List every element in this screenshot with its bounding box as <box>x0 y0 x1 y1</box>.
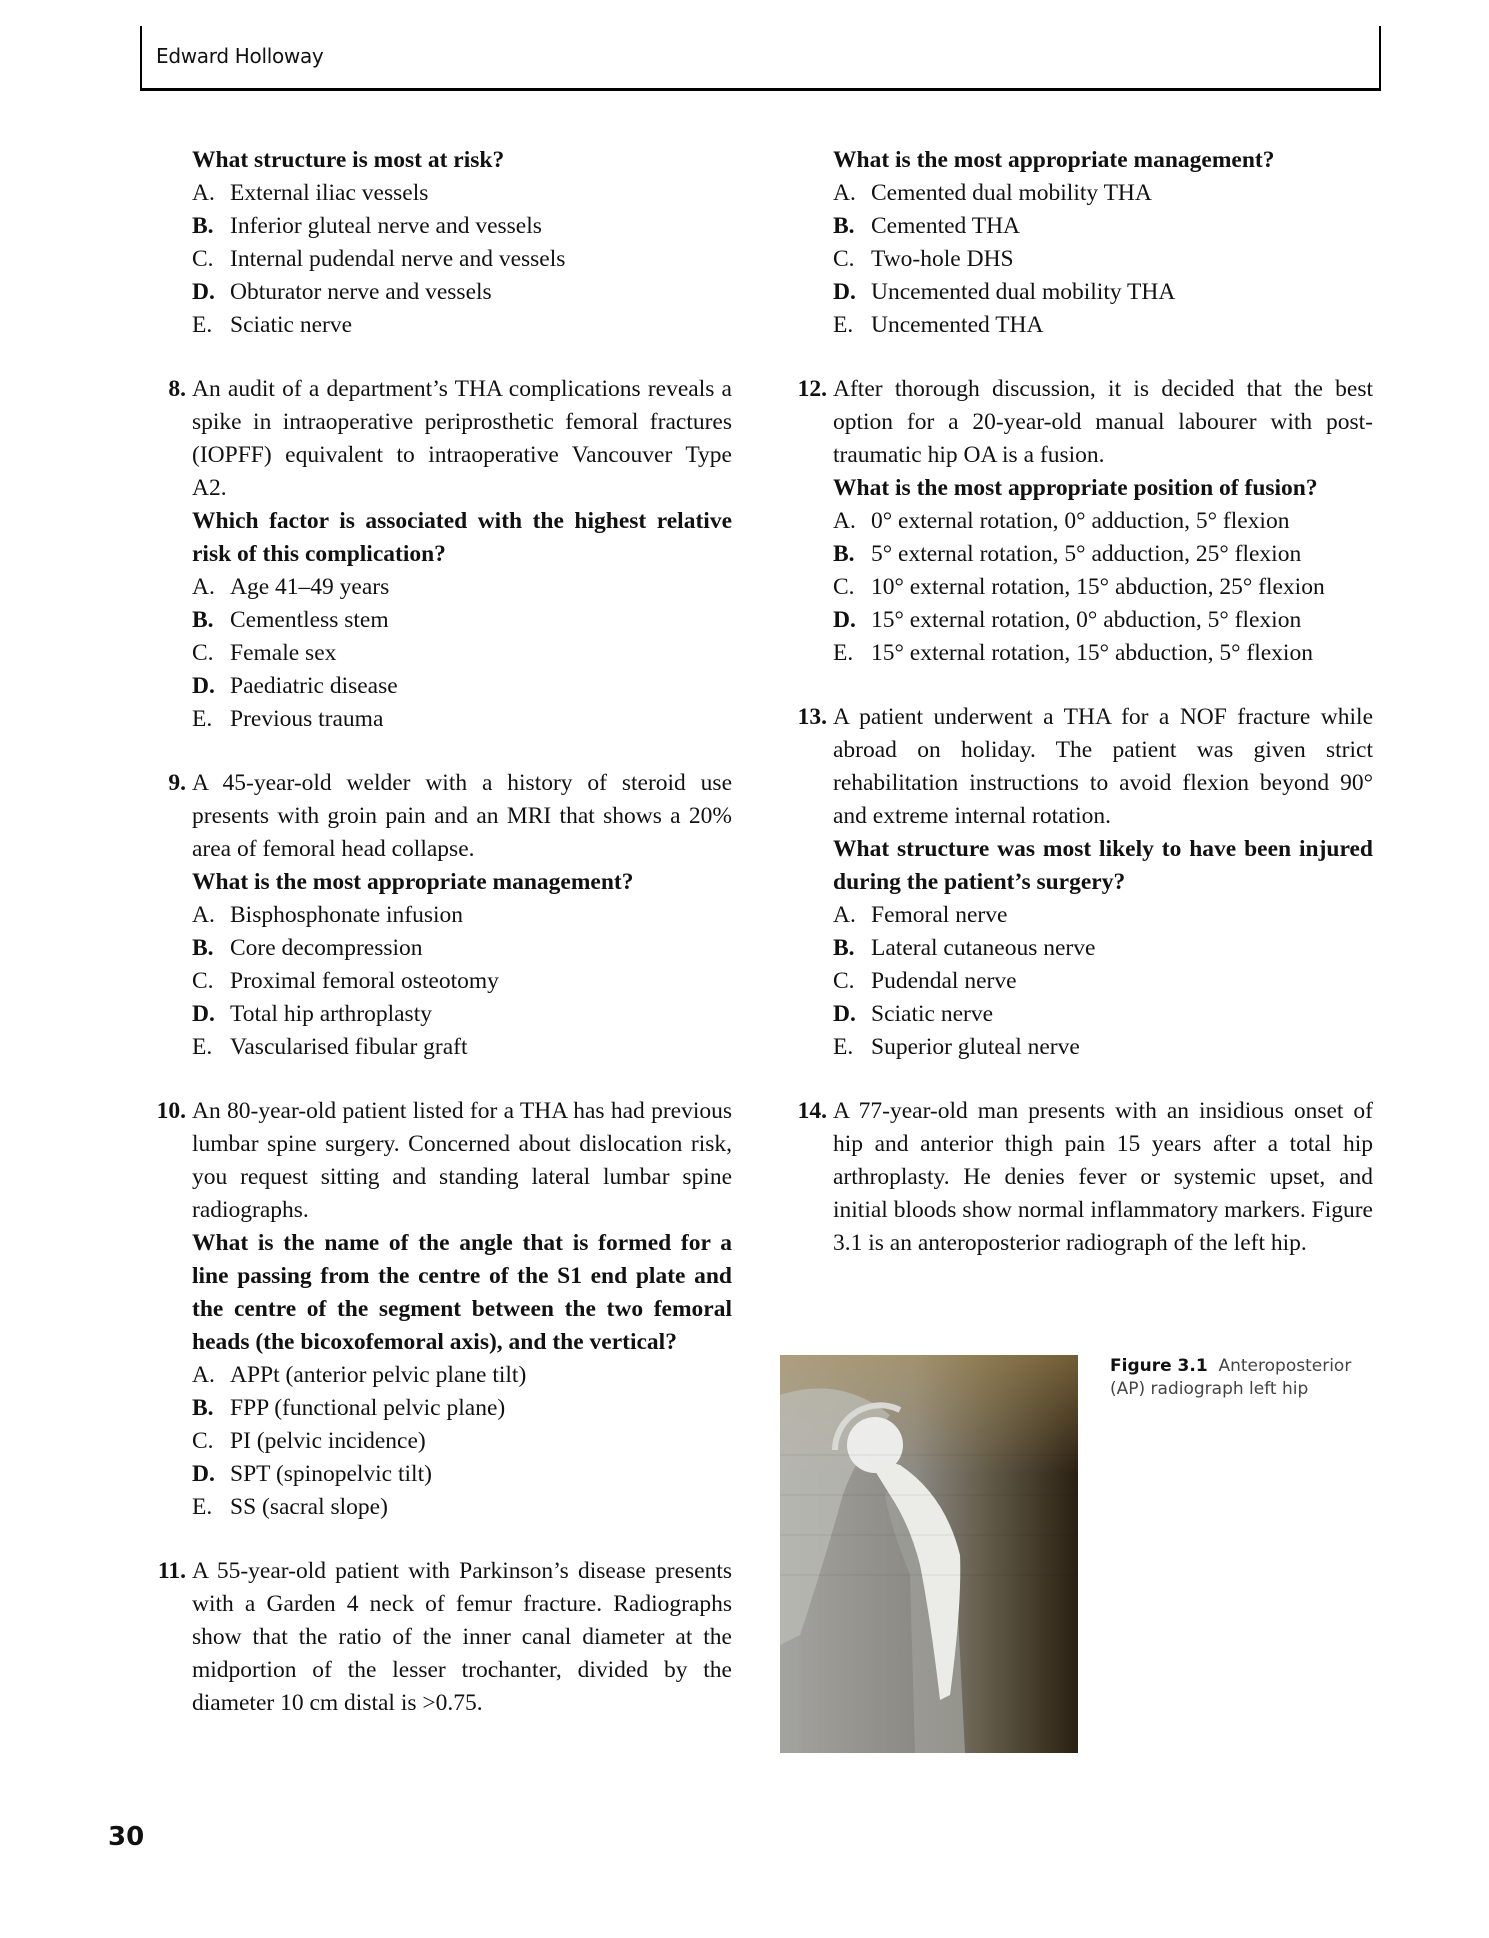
answer-option-a[interactable]: A. Cemented dual mobility THA <box>833 180 1152 206</box>
answer-option-d[interactable]: D. Obturator nerve and vessels <box>192 279 492 305</box>
answer-option-c[interactable]: C. Proximal femoral osteotomy <box>192 968 499 994</box>
answer-option-c[interactable]: C. Two-hole DHS <box>833 246 1014 272</box>
xray-hip-illustration <box>780 1355 1078 1753</box>
answer-option-d[interactable]: D. SPT (spinopelvic tilt) <box>192 1461 432 1487</box>
answer-option-d[interactable]: D. 15° external rotation, 0° abduction, 5° flexion <box>833 607 1302 633</box>
question-prompt: What structure was most likely to have been injured during the patient’s surgery? <box>833 836 1373 895</box>
answer-option-e[interactable]: E. 15° external rotation, 15° abduction, 5° flexion <box>833 640 1313 666</box>
page-number: 30 <box>108 1822 145 1852</box>
left-column <box>156 144 732 1751</box>
answer-option-e[interactable]: E. SS (sacral slope) <box>192 1494 388 1520</box>
answer-option-b[interactable]: B. Cemented THA <box>833 213 1021 239</box>
answer-option-c[interactable]: C. Pudendal nerve <box>833 968 1017 994</box>
question-stem: An 80-year-old patient listed for a THA has had previous lumbar spine surgery. Concerned about dislocation risk, you request sitting and standing lateral lumbar spine radiographs. <box>192 1098 732 1223</box>
figure-caption <box>1110 1355 1380 1401</box>
question-prompt: Which factor is associated with the highest relative risk of this complication? <box>192 508 732 567</box>
answer-option-b[interactable]: B. Lateral cutaneous nerve <box>833 935 1096 961</box>
answer-option-b[interactable]: B. FPP (functional pelvic plane) <box>192 1395 506 1421</box>
answer-option-e[interactable]: E. Previous trauma <box>192 706 384 732</box>
question-11 <box>157 1555 732 1720</box>
right-column <box>797 144 1373 1291</box>
answer-option-d[interactable]: D. Paediatric disease <box>192 673 398 699</box>
answer-option-b[interactable]: B. 5° external rotation, 5° adduction, 25° flexion <box>833 541 1302 567</box>
answer-option-d[interactable]: D. Uncemented dual mobility THA <box>833 279 1176 305</box>
question-number: 12. <box>797 376 827 402</box>
answer-option-b[interactable]: B. Inferior gluteal nerve and vessels <box>192 213 542 239</box>
question-prompt: What structure is most at risk? <box>192 147 505 173</box>
question-stem: A 55-year-old patient with Parkinson’s disease presents with a Garden 4 neck of femur fracture. Radiographs show that the ratio of the inner canal diameter at the midportion of the lesser trochanter, divided by the diameter 10 cm distal is >0.75. <box>192 1558 732 1716</box>
answer-option-a[interactable]: A. APPt (anterior pelvic plane tilt) <box>192 1362 527 1388</box>
question-13 <box>797 701 1373 1064</box>
figure-caption-text: Anteroposterior (AP) radiograph left hip <box>1110 1356 1352 1399</box>
answer-option-b[interactable]: B. Cementless stem <box>192 607 389 633</box>
question-prompt: What is the most appropriate position of fusion? <box>833 475 1318 501</box>
question-prompt: What is the most appropriate management? <box>833 147 1275 173</box>
question-9 <box>168 767 732 1064</box>
question-12 <box>797 373 1373 670</box>
question-prompt: What is the most appropriate management? <box>192 869 634 895</box>
answer-option-c[interactable]: C. PI (pelvic incidence) <box>192 1428 426 1454</box>
question-7-continued <box>192 144 732 342</box>
answer-option-c[interactable]: C. Female sex <box>192 640 337 666</box>
question-stem: After thorough discussion, it is decided that the best option for a 20-year-old manual labourer with post-traumatic hip OA is a fusion. <box>833 376 1373 468</box>
answer-option-d[interactable]: D. Total hip arthroplasty <box>192 1001 432 1027</box>
answer-option-c[interactable]: C. 10° external rotation, 15° abduction, 25° flexion <box>833 574 1325 600</box>
answer-option-a[interactable]: A. Bisphosphonate infusion <box>192 902 464 928</box>
figure-3-1 <box>780 1355 1380 1755</box>
question-number: 13. <box>797 704 827 730</box>
answer-option-a[interactable]: A. Age 41–49 years <box>192 574 390 600</box>
answer-option-e[interactable]: E. Vascularised fibular graft <box>192 1034 468 1060</box>
question-number: 8. <box>168 376 186 402</box>
question-10 <box>156 1095 732 1524</box>
question-prompt: What is the name of the angle that is formed for a line passing from the centre of the S1 end plate and the centre of the segment between the two femoral heads (the bicoxofemoral axis), and the vertical? <box>192 1230 732 1355</box>
header-author: Edward Holloway <box>156 44 324 68</box>
xray-hip-image <box>780 1355 1078 1753</box>
question-stem: A 77-year-old man presents with an insidious onset of hip and anterior thigh pain 15 years after a total hip arthroplasty. He denies fever or systemic upset, and initial bloods show normal inflammatory markers. Figure 3.1 is an anteroposterior radiograph of the left hip. <box>833 1098 1373 1256</box>
question-11-continued <box>833 144 1373 342</box>
question-number: 9. <box>168 770 186 796</box>
answer-option-b[interactable]: B. Core decompression <box>192 935 423 961</box>
answer-option-e[interactable]: E. Sciatic nerve <box>192 312 353 338</box>
answer-option-e[interactable]: E. Superior gluteal nerve <box>833 1034 1080 1060</box>
question-number: 14. <box>797 1098 827 1124</box>
answer-option-c[interactable]: C. Internal pudendal nerve and vessels <box>192 246 566 272</box>
answer-option-a[interactable]: A. External iliac vessels <box>192 180 429 206</box>
answer-option-e[interactable]: E. Uncemented THA <box>833 312 1044 338</box>
answer-option-d[interactable]: D. Sciatic nerve <box>833 1001 994 1027</box>
question-stem: A 45-year-old welder with a history of steroid use presents with groin pain and an MRI that shows a 20% area of femoral head collapse. <box>192 770 732 862</box>
figure-label: Figure 3.1 <box>1110 1356 1208 1376</box>
running-header <box>140 26 1381 91</box>
question-number: 11. <box>157 1558 186 1584</box>
answer-option-a[interactable]: A. 0° external rotation, 0° adduction, 5° flexion <box>833 508 1290 534</box>
question-stem: An audit of a department’s THA complications reveals a spike in intraoperative periprosthetic femoral fractures (IOPFF) equivalent to intraoperative Vancouver Type A2. <box>192 376 732 501</box>
question-8 <box>168 373 732 736</box>
answer-option-a[interactable]: A. Femoral nerve <box>833 902 1008 928</box>
question-number: 10. <box>156 1098 186 1124</box>
question-14 <box>797 1095 1373 1260</box>
question-stem: A patient underwent a THA for a NOF fracture while abroad on holiday. The patient was given strict rehabilitation instructions to avoid flexion beyond 90° and extreme internal rotation. <box>833 704 1373 829</box>
